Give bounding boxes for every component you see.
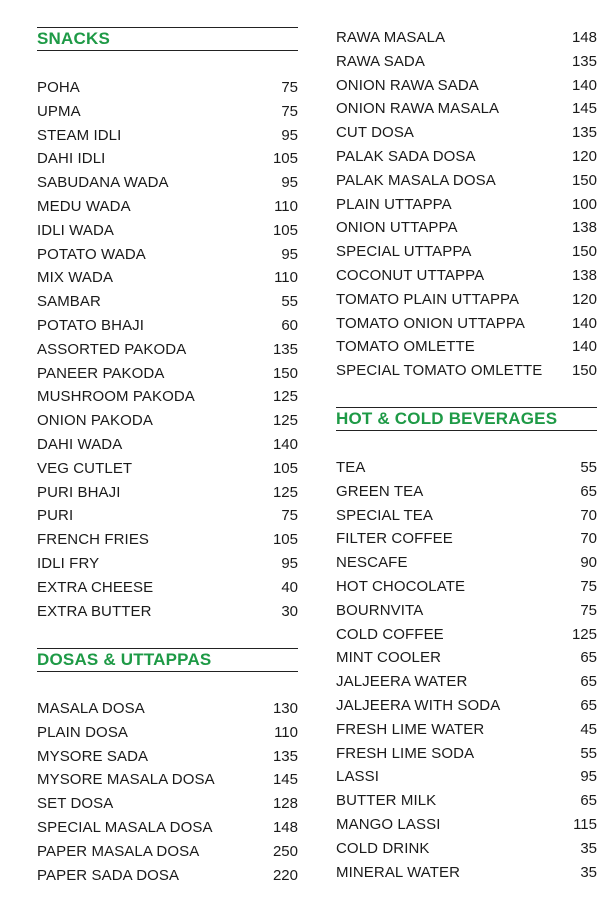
menu-item (37, 721, 298, 745)
menu-item-price: 220 (272, 866, 298, 884)
menu-item (37, 528, 298, 552)
menu-item-price: 150 (571, 171, 597, 189)
menu-item (336, 288, 597, 312)
menu-item-name: MASALA DOSA (37, 700, 145, 717)
menu-item (336, 264, 597, 288)
menu-item (336, 74, 597, 98)
dosas-continued-list (336, 26, 597, 383)
menu-item (37, 266, 298, 290)
menu-item (37, 171, 298, 195)
beverages-title: HOT & COLD BEVERAGES (336, 409, 558, 428)
menu-item (336, 504, 597, 528)
snacks-title: SNACKS (37, 29, 110, 48)
menu-item-name: POTATO WADA (37, 245, 146, 263)
menu-item-price: 105 (272, 221, 298, 239)
menu-item (37, 840, 298, 864)
menu-item (336, 26, 597, 50)
menu-item (37, 745, 298, 769)
menu-item-price: 110 (274, 197, 298, 215)
menu-item-price: 65 (580, 649, 597, 667)
menu-item-price: 55 (281, 293, 298, 311)
menu-item-name: IDLI WADA (37, 221, 115, 239)
menu-item-price: 148 (272, 818, 298, 836)
menu-item-name: ONION RAWA MASALA (336, 100, 500, 118)
menu-item-name: IDLI FRY (37, 554, 100, 572)
snacks-header (37, 27, 298, 51)
menu-item-price: 110 (274, 723, 298, 741)
menu-item-price: 250 (272, 842, 298, 860)
menu-item (37, 433, 298, 457)
menu-item (336, 50, 597, 74)
menu-item-name: JALJEERA WITH SODA (336, 696, 501, 714)
menu-item-price: 140 (571, 338, 597, 356)
menu-item-name: FRESH LIME SODA (336, 744, 475, 762)
menu-item (37, 552, 298, 576)
menu-item-price: 105 (272, 150, 298, 168)
menu-item-name: PALAK SADA DOSA (336, 147, 476, 165)
menu-item-name: COLD DRINK (336, 839, 430, 857)
menu-item (336, 670, 597, 694)
menu-item-name: ASSORTED PAKODA (37, 340, 187, 358)
menu-item-price: 55 (580, 459, 597, 476)
menu-item-name: ONION PAKODA (37, 412, 153, 430)
menu-item-name: MIX WADA (37, 269, 114, 287)
menu-item-price: 145 (272, 771, 298, 789)
menu-item-name: COCONUT UTTAPPA (336, 266, 485, 284)
menu-item-price: 70 (580, 530, 597, 548)
menu-item (37, 504, 298, 528)
menu-item-name: PURI BHAJI (37, 483, 121, 501)
menu-item (336, 765, 597, 789)
menu-item-name: BOURNVITA (336, 601, 424, 619)
menu-item (336, 742, 597, 766)
menu-item-price: 115 (573, 815, 597, 833)
menu-item (37, 768, 298, 792)
menu-item (336, 335, 597, 359)
menu-item (37, 195, 298, 219)
menu-item (336, 527, 597, 551)
menu-item (37, 362, 298, 386)
menu-item (336, 359, 597, 383)
menu-item-price: 125 (571, 625, 597, 643)
menu-item-name: COLD COFFEE (336, 625, 444, 643)
menu-item-price: 65 (580, 792, 597, 810)
menu-item-name: RAWA SADA (336, 52, 425, 70)
menu-item (336, 216, 597, 240)
menu-item-name: SPECIAL TOMATO OMLETTE (336, 362, 543, 380)
menu-item-price: 35 (580, 839, 597, 857)
menu-item (37, 600, 298, 624)
menu-item (37, 124, 298, 148)
menu-item-name: EXTRA CHEESE (37, 578, 154, 596)
menu-item-name: MEDU WADA (37, 197, 131, 215)
menu-item-price: 40 (281, 578, 298, 596)
menu-item-price: 125 (272, 388, 298, 406)
menu-item-name: MANGO LASSI (336, 815, 441, 833)
menu-item-price: 135 (272, 747, 298, 765)
menu-item-name: FILTER COFFEE (336, 530, 453, 548)
menu-item-price: 120 (571, 290, 597, 308)
menu-item (37, 792, 298, 816)
menu-item-name: UPMA (37, 102, 81, 120)
menu-item-price: 95 (281, 174, 298, 192)
menu-item (37, 314, 298, 338)
menu-item (336, 456, 597, 480)
menu-item-name: MINERAL WATER (336, 863, 461, 881)
menu-item-name: MUSHROOM PAKODA (37, 388, 195, 406)
menu-item-name: SABUDANA WADA (37, 174, 169, 192)
menu-item-price: 150 (571, 362, 597, 380)
snacks-list (37, 76, 298, 623)
menu-item-price: 105 (272, 459, 298, 477)
menu-item-name: PALAK MASALA DOSA (336, 171, 496, 189)
menu-item (336, 813, 597, 837)
dosas-title: DOSAS & UTTAPPAS (37, 650, 212, 669)
menu-item-price: 150 (571, 243, 597, 261)
menu-item (336, 789, 597, 813)
menu-item-name: ONION UTTAPPA (336, 219, 458, 237)
menu-item-name: MINT COOLER (336, 649, 442, 667)
menu-item-name: PLAIN DOSA (37, 723, 129, 741)
menu-item (336, 551, 597, 575)
menu-item (37, 457, 298, 481)
menu-item-name: BUTTER MILK (336, 792, 437, 810)
menu-item-name: PAPER MASALA DOSA (37, 842, 200, 860)
menu-item-price: 135 (571, 124, 597, 142)
menu-item-price: 110 (274, 269, 298, 287)
menu-item (37, 290, 298, 314)
menu-item-price: 65 (580, 673, 597, 691)
menu-item-name: PAPER SADA DOSA (37, 866, 180, 884)
menu-item-price: 65 (580, 696, 597, 714)
menu-item-price: 135 (272, 340, 298, 358)
menu-item-name: SPECIAL UTTAPPA (336, 243, 472, 261)
menu-item-price: 120 (571, 147, 597, 165)
menu-item (336, 169, 597, 193)
menu-item-name: SAMBAR (37, 293, 101, 311)
menu-item-name: PLAIN UTTAPPA (336, 195, 452, 213)
menu-item-name: TOMATO PLAIN UTTAPPA (336, 290, 520, 308)
menu-item-price: 135 (571, 52, 597, 70)
menu-item (336, 646, 597, 670)
menu-item-price: 55 (580, 744, 597, 762)
menu-item (37, 481, 298, 505)
menu-item-name: NESCAFE (336, 554, 408, 572)
menu-item-name: SET DOSA (37, 795, 114, 813)
menu-item-price: 75 (580, 601, 597, 619)
menu-item-name: MYSORE SADA (37, 747, 149, 765)
menu-item-name: TOMATO ONION UTTAPPA (336, 314, 525, 332)
menu-item (37, 243, 298, 267)
menu-item (336, 694, 597, 718)
menu-item (336, 575, 597, 599)
menu-item-price: 138 (571, 219, 597, 237)
menu-item-price: 148 (571, 29, 597, 46)
menu-item (336, 145, 597, 169)
menu-item-name: CUT DOSA (336, 124, 415, 142)
menu-item (336, 240, 597, 264)
menu-item (336, 97, 597, 121)
menu-item (37, 576, 298, 600)
menu-item-name: DAHI WADA (37, 435, 123, 453)
menu-item-name: MYSORE MASALA DOSA (37, 771, 215, 789)
menu-item (37, 864, 298, 888)
menu-item-price: 140 (571, 314, 597, 332)
menu-item (336, 837, 597, 861)
menu-item-name: FRENCH FRIES (37, 531, 150, 549)
menu-item-price: 75 (281, 507, 298, 525)
menu-item (336, 121, 597, 145)
menu-item-price: 100 (571, 195, 597, 213)
menu-item-name: PURI (37, 507, 74, 525)
menu-item (37, 816, 298, 840)
menu-item-price: 75 (580, 577, 597, 595)
menu-item-price: 125 (272, 412, 298, 430)
menu-item-name: JALJEERA WATER (336, 673, 468, 691)
menu-item (37, 100, 298, 124)
menu-item (336, 623, 597, 647)
menu-item (37, 385, 298, 409)
menu-item-name: FRESH LIME WATER (336, 720, 485, 738)
menu-item-price: 45 (580, 720, 597, 738)
menu-item-name: HOT CHOCOLATE (336, 577, 466, 595)
menu-item (336, 861, 597, 885)
menu-item-name: RAWA MASALA (336, 29, 446, 46)
menu-item (37, 219, 298, 243)
menu-item-name: TEA (336, 459, 366, 476)
menu-item (336, 480, 597, 504)
menu-item (37, 76, 298, 100)
menu-item-price: 95 (580, 768, 597, 786)
menu-item-price: 125 (272, 483, 298, 501)
menu-item-price: 30 (281, 602, 298, 620)
menu-item-name: LASSI (336, 768, 380, 786)
menu-item-name: POHA (37, 79, 80, 96)
menu-item-price: 145 (571, 100, 597, 118)
dosas-header (37, 648, 298, 672)
menu-item-name: GREEN TEA (336, 482, 424, 500)
menu-item-price: 35 (580, 863, 597, 881)
dosas-list (37, 697, 298, 887)
menu-item-price: 95 (281, 245, 298, 263)
menu-item (37, 338, 298, 362)
menu-item-price: 140 (571, 76, 597, 94)
menu-item-price: 95 (281, 126, 298, 144)
menu-item-price: 128 (272, 795, 298, 813)
menu-item-name: TOMATO OMLETTE (336, 338, 475, 356)
menu-item-price: 60 (281, 316, 298, 334)
menu-item-price: 75 (281, 102, 298, 120)
menu-item-name: SPECIAL MASALA DOSA (37, 818, 213, 836)
menu-item (336, 312, 597, 336)
menu-item-price: 95 (281, 554, 298, 572)
menu-item (336, 599, 597, 623)
menu-item-name: VEG CUTLET (37, 459, 133, 477)
menu-item-price: 75 (281, 79, 298, 96)
menu-item (336, 718, 597, 742)
menu-item (37, 147, 298, 171)
menu-item-price: 70 (580, 506, 597, 524)
menu-item-name: ONION RAWA SADA (336, 76, 479, 94)
menu-item-price: 130 (272, 700, 298, 717)
menu-item-name: SPECIAL TEA (336, 506, 433, 524)
menu-item-name: POTATO BHAJI (37, 316, 145, 334)
menu-item-name: PANEER PAKODA (37, 364, 165, 382)
beverages-header (336, 407, 597, 431)
menu-item-price: 140 (272, 435, 298, 453)
menu-item-price: 105 (272, 531, 298, 549)
menu-item-price: 90 (580, 554, 597, 572)
menu-item (37, 697, 298, 721)
menu-item (336, 193, 597, 217)
menu-item (37, 409, 298, 433)
beverages-list (336, 456, 597, 884)
menu-item-price: 150 (272, 364, 298, 382)
menu-item-price: 138 (571, 266, 597, 284)
menu-item-name: STEAM IDLI (37, 126, 122, 144)
menu-item-name: DAHI IDLI (37, 150, 106, 168)
menu-item-name: EXTRA BUTTER (37, 602, 152, 620)
menu-item-price: 65 (580, 482, 597, 500)
